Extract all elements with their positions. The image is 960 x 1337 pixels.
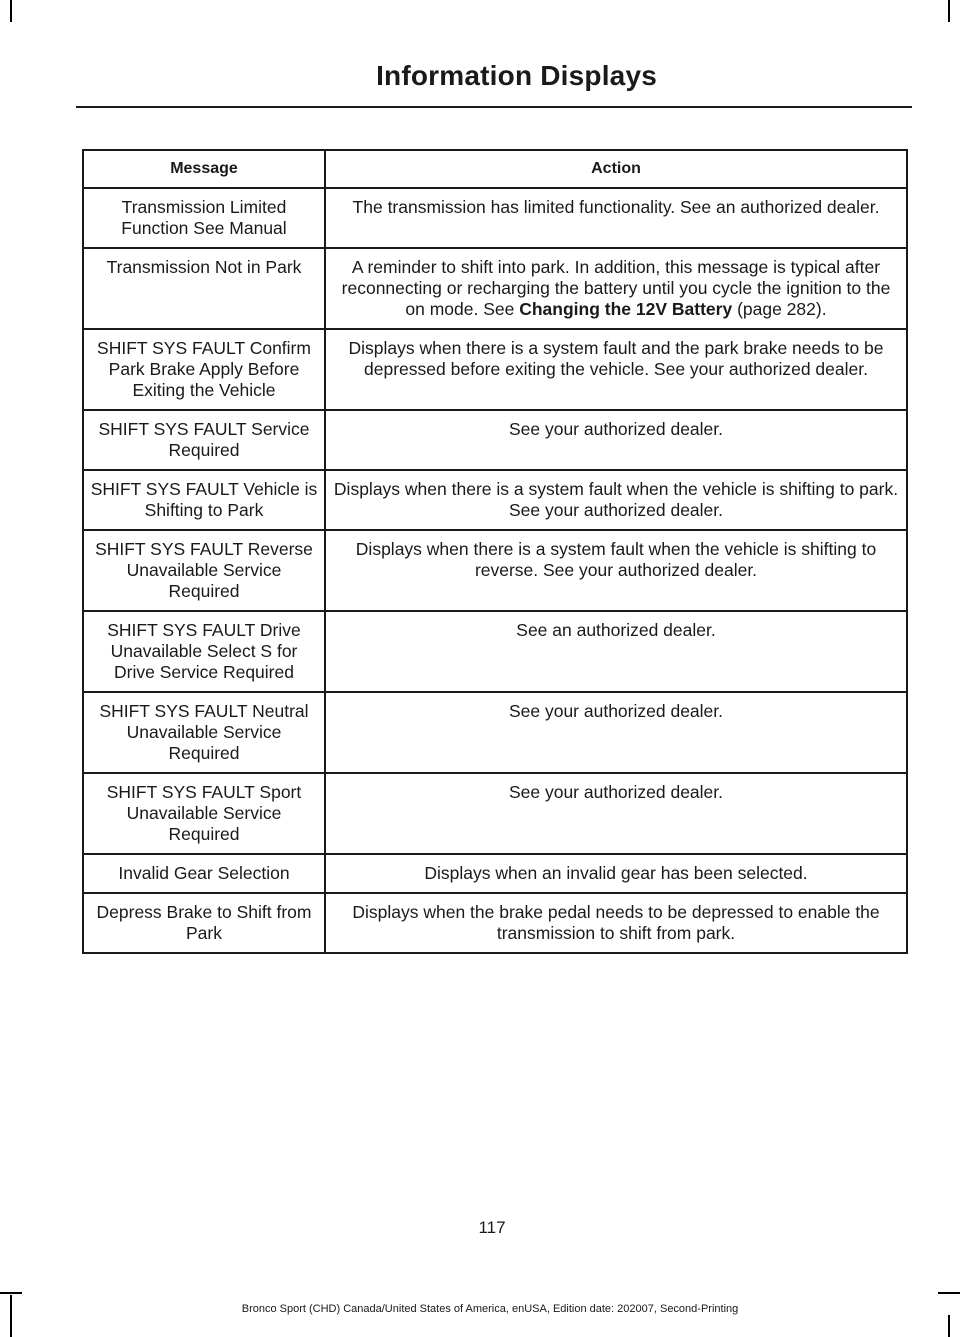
action-cell: Displays when an invalid gear has been selected. [325,854,907,893]
table-row [83,329,907,410]
crop-mark [948,1315,950,1337]
table-row [83,530,907,611]
table-row [83,188,907,248]
column-header-message: Message [83,150,325,188]
crop-mark [948,0,950,22]
message-cell: SHIFT SYS FAULT Confirm Park Brake Apply Before Exiting the Vehicle [83,329,325,410]
message-cell: SHIFT SYS FAULT Sport Unavailable Service Required [83,773,325,854]
table-row [83,854,907,893]
message-cell: Transmission Not in Park [83,248,325,329]
crop-mark [938,1292,960,1294]
action-cell: Displays when the brake pedal needs to be depressed to enable the transmission to shift from park. [325,893,907,953]
message-cell: SHIFT SYS FAULT Neutral Unavailable Service Required [83,692,325,773]
action-cell: Displays when there is a system fault when the vehicle is shifting to reverse. See your authorized dealer. [325,530,907,611]
edition-footer: Bronco Sport (CHD) Canada/United States of America, enUSA, Edition date: 202007, Second-Printing [241,1303,739,1315]
cross-reference-link[interactable]: Changing the 12V Battery [519,299,733,319]
column-header-action: Action [325,150,907,188]
message-cell: Invalid Gear Selection [83,854,325,893]
crop-mark [10,1295,12,1337]
message-cell: Transmission Limited Function See Manual [83,188,325,248]
action-cell: Displays when there is a system fault and the park brake needs to be depressed before exiting the vehicle. See your authorized dealer. [325,329,907,410]
table-header-row [83,150,907,188]
action-cell: The transmission has limited functionality. See an authorized dealer. [325,188,907,248]
crop-mark [10,0,12,22]
action-cell: See your authorized dealer. [325,410,907,470]
page-title: Information Displays [376,60,657,91]
action-cell: See your authorized dealer. [325,692,907,773]
table-row [83,773,907,854]
table-row [83,470,907,530]
table-row [83,692,907,773]
message-table [82,149,908,954]
table-row [83,611,907,692]
table-row [83,893,907,953]
message-cell: SHIFT SYS FAULT Vehicle is Shifting to Park [83,470,325,530]
message-cell: SHIFT SYS FAULT Drive Unavailable Select S for Drive Service Required [83,611,325,692]
action-cell: See an authorized dealer. [325,611,907,692]
action-cell [325,248,907,329]
action-cell: Displays when there is a system fault when the vehicle is shifting to park. See your authorized dealer. [325,470,907,530]
page-number: 117 [478,1218,506,1237]
action-text: A reminder to shift into park. In addition, this message is typical after reconnecting or recharging the battery until you cycle the ignition to the on mode. See [341,257,891,319]
message-cell: SHIFT SYS FAULT Service Required [83,410,325,470]
page-reference: (page 282). [732,299,827,319]
action-cell: See your authorized dealer. [325,773,907,854]
message-cell: Depress Brake to Shift from Park [83,893,325,953]
table-row [83,410,907,470]
message-cell: SHIFT SYS FAULT Reverse Unavailable Service Required [83,530,325,611]
table-row [83,248,907,329]
page-header [76,58,912,108]
crop-mark [0,1292,22,1294]
